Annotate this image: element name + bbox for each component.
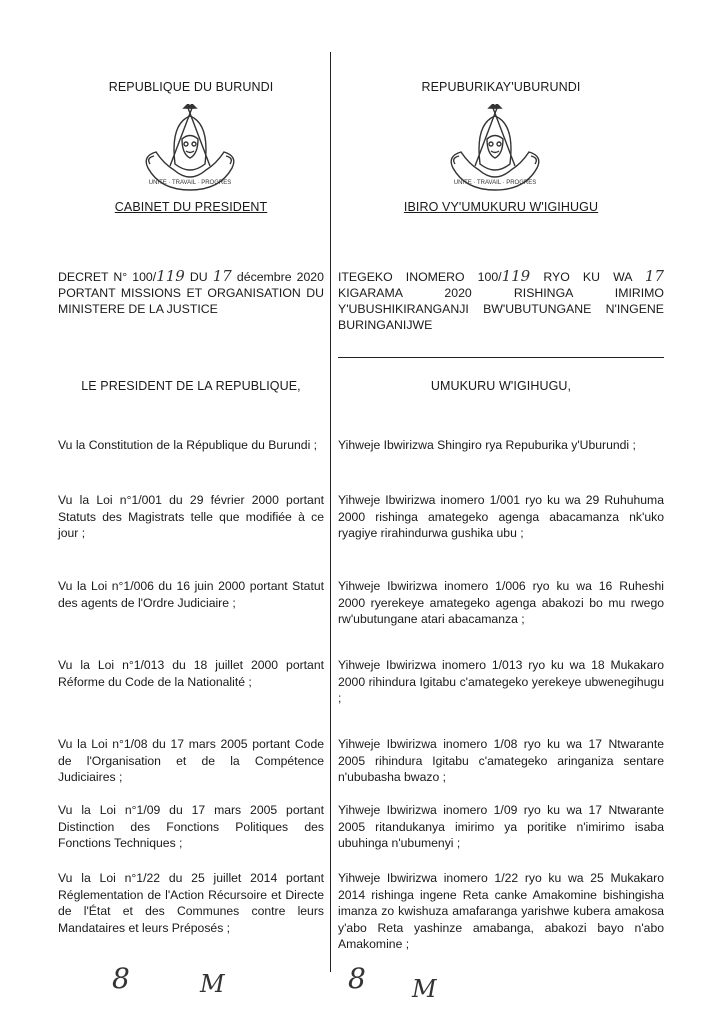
- decree-mid: RYO KU WA: [530, 270, 645, 284]
- president-heading-fr: LE PRESIDENT DE LA REPUBLIQUE,: [81, 379, 301, 393]
- paragraph-fr: Vu la Loi n°1/001 du 29 février 2000 portant Statuts des Magistrats telle que modifiée à ce jour ;: [58, 493, 324, 540]
- country-name-rn: REPUBURIKAY'UBURUNDI: [421, 80, 581, 94]
- decree-prefix: ITEGEKO INOMERO 100/: [338, 270, 502, 284]
- paragraph-rn: Yihweje Ibwirizwa inomero 1/013 ryo ku wa 18 Mukakaro 2000 rihindura Igitabu c'amategeko yerekeye ubwenegihugu ;: [338, 658, 664, 705]
- paragraph-fr: Vu la Loi n°1/09 du 17 mars 2005 portant Distinction des Fonctions Politiques des Fonctions Techniques ;: [58, 803, 324, 850]
- decree-prefix: DECRET N° 100/: [58, 270, 157, 284]
- handwritten-initial: 8: [112, 962, 130, 995]
- decree-rest: KIGARAMA 2020 RISHINGA IMIRIMO Y'UBUSHIKIRANGANJI BW'UBUTUNGANE N'INGENE BURINGANIJWE: [338, 286, 664, 332]
- decree-heading-rn: [338, 268, 664, 333]
- decree-rest: décembre 2020 PORTANT MISSIONS ET ORGANISATION DU MINISTERE DE LA JUSTICE: [58, 270, 324, 316]
- decree-heading-fr: [58, 268, 324, 317]
- paragraph-rn: Yihweje Ibwirizwa inomero 1/09 ryo ku wa 17 Ntwarante 2005 ritandukanya imirimo ya poritike n'imirimo isaba ubuhinga n'ubumenyi ;: [338, 803, 664, 850]
- paragraph-rn: Yihweje Ibwirizwa inomero 1/08 ryo ku wa 17 Ntwarante 2005 rihindura Igitabu c'amategeko aringaniza sentare n'ububasha bwazo ;: [338, 737, 664, 784]
- decree-mid: DU: [184, 270, 213, 284]
- office-title-fr: CABINET DU PRESIDENT: [114, 200, 268, 214]
- paragraph-rn: Yihweje Ibwirizwa Shingiro rya Repuburika y'Uburundi ;: [338, 438, 636, 452]
- paragraph-fr: Vu la Loi n°1/006 du 16 juin 2000 portant Statut des agents de l'Ordre Judiciaire ;: [58, 579, 324, 610]
- handwritten-initial: 8: [348, 962, 366, 995]
- handwritten-initial: M: [412, 975, 437, 1003]
- paragraph-rn: Yihweje Ibwirizwa inomero 1/22 ryo ku wa 25 Mukakaro 2014 rishinga ingene Reta canke Amakomine bishingisha imanza zo kwishuza amafaranga yarishwe kubera amakosa y'abo Reta yashinze amabanga, abakozi bayo n'abo Amakomine ;: [338, 871, 664, 951]
- paragraph-fr: Vu la Constitution de la République du Burundi ;: [58, 438, 318, 452]
- handwritten-decree-day: 17: [212, 267, 232, 285]
- handwritten-decree-day: 17: [644, 267, 664, 285]
- handwritten-decree-number: 119: [156, 267, 185, 285]
- paragraph-fr: Vu la Loi n°1/08 du 17 mars 2005 portant Code de l'Organisation et de la Compétence Judiciaires ;: [58, 737, 324, 784]
- paragraph-rn: Yihweje Ibwirizwa inomero 1/006 ryo ku wa 16 Ruheshi 2000 ryerekeye amategeko agenga abakozi bo mu rwego rw'ubutungane atari abacamanza ;: [338, 579, 664, 626]
- handwritten-decree-number: 119: [501, 267, 531, 285]
- coat-of-arms-emblem: [445, 104, 545, 196]
- paragraph-fr: Vu la Loi n°1/22 du 25 juillet 2014 portant Réglementation de l'Action Récursoire et Directe de l'État et des Communes contre leurs Mandataires et leurs Préposés ;: [58, 871, 324, 935]
- office-title-rn: IBIRO VY'UMUKURU W'IGIHUGU: [403, 200, 599, 214]
- paragraph-rn: Yihweje Ibwirizwa inomero 1/001 ryo ku wa 29 Ruhuhuma 2000 rishinga amategeko agenga abacamanza nk'uko ryagiye rirahindurwa gushika ubu ;: [338, 493, 664, 540]
- president-heading-rn: UMUKURU W'IGIHUGU,: [430, 379, 572, 393]
- coat-of-arms-emblem: [140, 104, 240, 196]
- paragraph-fr: Vu la Loi n°1/013 du 18 juillet 2000 portant Réforme du Code de la Nationalité ;: [58, 658, 324, 689]
- motto-text: UNITE · TRAVAIL · PROGRES: [453, 180, 537, 186]
- column-divider: [330, 52, 331, 972]
- country-name-fr: REPUBLIQUE DU BURUNDI: [108, 80, 274, 94]
- motto-text: UNITE · TRAVAIL · PROGRES: [148, 180, 232, 186]
- decree-underline-rule: [338, 357, 664, 358]
- handwritten-initial: M: [200, 970, 225, 998]
